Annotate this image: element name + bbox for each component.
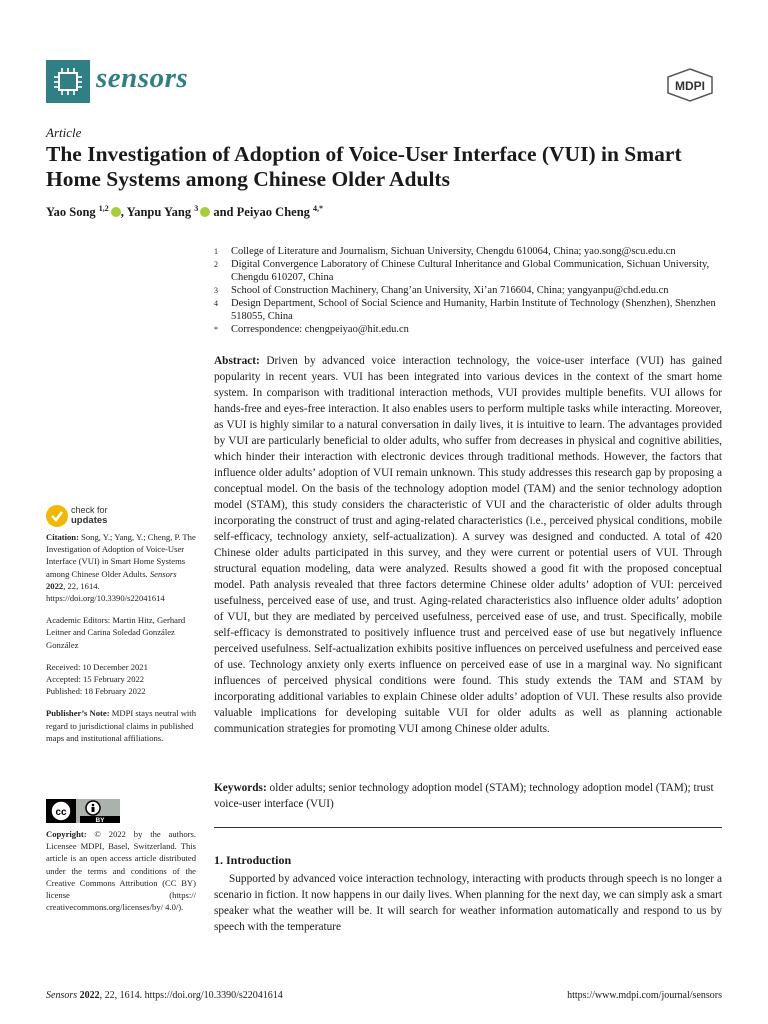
sensor-chip-icon — [46, 60, 90, 103]
received-date: Received: 10 December 2021 — [46, 661, 148, 672]
abstract — [214, 353, 722, 737]
affiliation-text: Correspondence: chengpeiyao@hit.edu.cn — [231, 324, 409, 335]
author-joiner: and — [213, 205, 234, 220]
accepted-date: Accepted: 15 February 2022 — [46, 674, 145, 685]
intro-paragraph: Supported by advanced voice interaction technology, interacting with products through speech is no longer a scenario in fiction. It now happens in our daily lives. When planning for the next day, we can simply ask a smart speaker what the weather will be. It will search for weather information automatically and respond to us by speech with the temperature — [214, 873, 722, 933]
section-divider — [214, 827, 722, 828]
orcid-icon[interactable] — [111, 207, 121, 217]
journal-name[interactable]: sensors — [96, 62, 189, 94]
article-type: Article — [46, 125, 82, 140]
publisher-note — [46, 707, 196, 744]
citation-doi[interactable]: , 22, 1614. https://doi.org/10.3390/s22041614 — [46, 580, 165, 604]
affiliation-item — [214, 258, 734, 284]
copyright-text: © 2022 by the authors. Licensee MDPI, Basel, Switzerland. This article is an open access article distributed under the terms and conditions of the Creative Commons Attribution (CC BY) license (https:// creativecommons.org/licenses/by/ 4.0/). — [46, 829, 196, 913]
affiliation-number: 2 — [214, 260, 218, 269]
copyright — [46, 828, 196, 913]
mdpi-logo[interactable] — [666, 68, 714, 102]
affiliations — [214, 245, 734, 336]
academic-editors: Academic Editors: Martin Hitz, Gerhard Leitner and Carina Soledad González González — [46, 615, 186, 650]
cc-label: BY — [95, 817, 105, 823]
footer-year: 2022 — [79, 990, 100, 1001]
citation-label: Citation: — [46, 532, 79, 542]
svg-text:cc: cc — [55, 807, 67, 818]
publisher-note-text: MDPI stays neutral with regard to jurisdictional claims in published maps and institutional affiliations. — [46, 708, 196, 743]
citation — [46, 531, 196, 604]
keywords-label: Keywords: — [214, 782, 267, 794]
affiliation-item — [214, 297, 734, 323]
author-name: Yanpu Yang — [126, 205, 192, 220]
author-affil: 4,* — [313, 204, 324, 213]
affiliation-item — [214, 284, 734, 297]
affiliation-number: 1 — [214, 247, 218, 256]
keywords-text: older adults; senior technology adoption model (STAM); technology adoption model (TAM); trust voice-user interface (VUI) — [214, 782, 714, 810]
published-date: Published: 18 February 2022 — [46, 686, 146, 697]
journal-logo — [46, 60, 90, 103]
abstract-text: Driven by advanced voice interaction technology, the voice-user interface (VUI) has gained popularity in recent years. VUI has been integrated into various devices in the context of the smart home system. In comparison with traditional interaction methods, VUI provides multiple benefits. VUI allows for hands-free and eyes-free interaction. It also enables users to perform multiple tasks while interacting. Moreover, as VUI is highly similar to a natural conversation in daily lives, it is intuitive to learn. The advantages provided by VUI are particularly beneficial to older adults, who suffer from decreases in physical and cognitive abilities, which hinder their interaction with electronic devices through traditional methods. However, the factors that influence older adults’ adoption of VUI remain unknown. This study addresses this research gap by proposing a conceptual model. On the basis of the technology adoption model (TAM) and the senior technology adoption model (STAM), this study considers the characteristic of VUI and the characteristic of older adults through incorporating the construct of trust and aging-related characteristics (i.e., perceived physical conditions, mobile self-efficacy, technology anxiety, self-actualization). A survey was designed and conducted. A total of 420 Chinese older adults participated in this survey, and they were current or potential users of VUI. Through structural equation modeling, data were analyzed. Results showed a good fit with the proposed conceptual model. Path analysis revealed that three factors determine Chinese older adults’ adoption of VUI: perceived usefulness, perceived ease of use, and trust. Aging-related characteristics also influence older adults’ adoption of VUI, but they are mediated by perceived usefulness, perceived ease of use, and trust. Specifically, mobile self-efficacy is demonstrated to positively influence trust and perceived ease of use but negatively influence perceived usefulness. Self-actualization exhibits positive influences on perceived usefulness and perceived ease of use. Technology anxiety only exerts influence on perceived ease of use in a marginal way. No significant influences of perceived physical conditions were found. This study extends the TAM and STAM by incorporating additional variables to explain Chinese older adults’ adoption of VUI. These results also provide valuable implications for developing suitable VUI for older adults as well as planning actionable communication strategies for promoting VUI among Chinese older adults. — [214, 355, 722, 735]
check-for-updates-icon[interactable] — [46, 505, 68, 527]
sidebar-info — [46, 531, 196, 754]
footer-journal: Sensors — [46, 990, 78, 1001]
mdpi-text: MDPI — [675, 79, 705, 93]
author-name: Peiyao Cheng — [236, 205, 310, 220]
check-updates-label[interactable]: check for — [71, 505, 108, 515]
affiliation-number: * — [214, 325, 218, 334]
keywords — [214, 780, 722, 812]
footer-journal-url[interactable]: https://www.mdpi.com/journal/sensors — [567, 990, 722, 1001]
mdpi-hexagon-icon — [666, 68, 714, 102]
abstract-label: Abstract: — [214, 355, 260, 367]
author-list — [46, 204, 323, 220]
dates — [46, 661, 196, 698]
author-affil: 3 — [194, 204, 199, 213]
orcid-icon[interactable] — [200, 207, 210, 217]
affiliation-text: College of Literature and Journalism, Sichuan University, Chengdu 610064, China; yao.song@scu.edu.cn — [231, 246, 676, 257]
section-heading: 1. Introduction — [214, 853, 292, 867]
affiliation-text: Digital Convergence Laboratory of Chinese Cultural Inheritance and Global Communication, Sichuan University, Chengdu 610207, China — [231, 259, 710, 283]
affiliation-text: Design Department, School of Social Science and Humanity, Harbin Institute of Technology (Shenzhen), Shenzhen 518055, China — [231, 298, 716, 322]
checkmark-icon — [46, 505, 68, 527]
author-separator: , — [120, 205, 124, 220]
paper-title: The Investigation of Adoption of Voice-User Interface (VUI) in Smart Home Systems among Chinese Older Adults — [46, 142, 682, 191]
citation-text: Song, Y.; Yang, Y.; Cheng, P. The Investigation of Adoption of Voice-User Interface (VUI) in Smart Home Systems among Chinese Older Adults. — [46, 532, 196, 579]
footer-citation — [46, 990, 283, 1001]
publisher-note-label: Publisher’s Note: — [46, 708, 110, 719]
affiliation-number: 4 — [214, 299, 218, 308]
cc-by-license-badge[interactable] — [46, 799, 120, 823]
citation-year: 2022 — [46, 580, 64, 591]
check-updates-label[interactable]: updates — [71, 515, 108, 526]
creative-commons-icon — [46, 799, 120, 823]
affiliation-text: School of Construction Machinery, Chang’an University, Xi’an 716604, China; yangyanpu@chd.edu.cn — [231, 285, 669, 296]
affiliation-item — [214, 245, 734, 258]
author-affil: 1,2 — [98, 204, 109, 213]
affiliation-item — [214, 323, 734, 336]
footer-doi[interactable]: , 22, 1614. https://doi.org/10.3390/s22041614 — [99, 990, 283, 1001]
citation-journal: Sensors — [149, 568, 177, 579]
affiliation-number: 3 — [214, 286, 218, 295]
author-name: Yao Song — [46, 205, 96, 220]
copyright-label: Copyright: — [46, 829, 87, 839]
